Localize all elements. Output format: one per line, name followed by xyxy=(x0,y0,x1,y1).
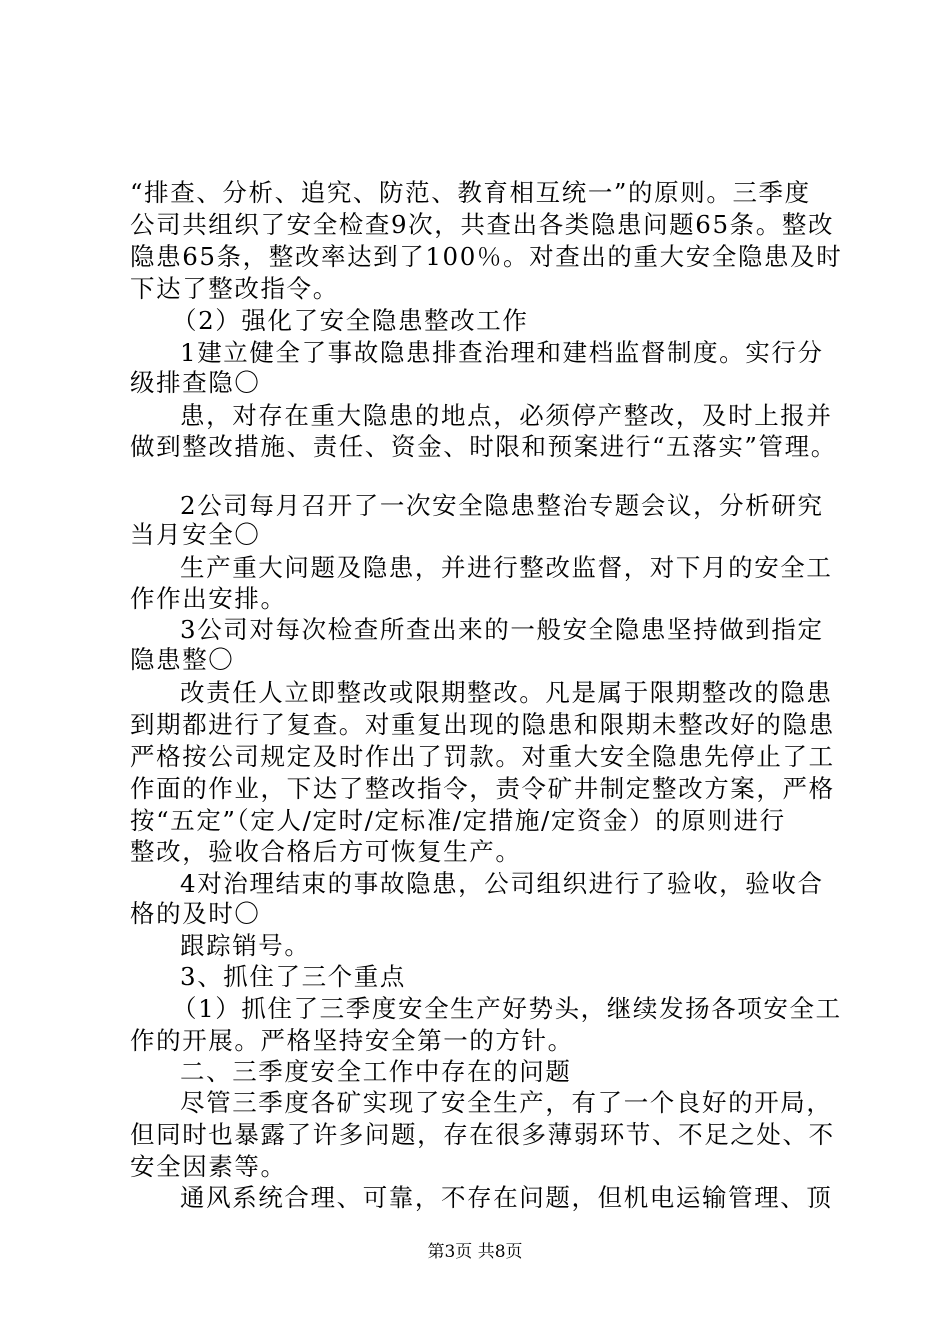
text-line: 跟踪销号。 xyxy=(180,931,311,960)
text-line: 当月安全〇 xyxy=(130,520,261,549)
section-heading: （2）强化了安全隐患整改工作 xyxy=(172,306,529,335)
text-line: 级排查隐〇 xyxy=(130,368,261,397)
text-line: 公司共组织了安全检查9次，共查出各类隐患问题65条。整改 xyxy=(130,210,835,239)
text-line: 4对治理结束的事故隐患，公司组织进行了验收，验收合 xyxy=(180,869,824,898)
text-line: 做到整改措施、责任、资金、时限和预案进行“五落实”管理。 xyxy=(130,432,837,461)
page-footer: 第3页 共8页 xyxy=(427,1242,523,1262)
text-line: 安全因素等。 xyxy=(130,1152,287,1181)
section-heading: 3、抓住了三个重点 xyxy=(180,962,406,991)
section-heading: 二、三季度安全工作中存在的问题 xyxy=(180,1057,572,1086)
text-line: 通风系统合理、可靠，不存在问题，但机电运输管理、顶 xyxy=(180,1183,833,1212)
text-line: 到期都进行了复查。对重复出现的隐患和限期未整改好的隐患 xyxy=(130,710,835,739)
text-line: 3公司对每次检查所查出来的一般安全隐患坚持做到指定 xyxy=(180,615,824,644)
text-line: 1建立健全了事故隐患排查治理和建档监督制度。实行分 xyxy=(180,338,824,367)
text-line: 按“五定”（定人/定时/定标准/定措施/定资金）的原则进行 xyxy=(130,806,786,835)
text-line: 作作出安排。 xyxy=(130,584,287,613)
text-line: 患，对存在重大隐患的地点，必须停产整改，及时上报并 xyxy=(180,401,833,430)
text-line: 改责任人立即整改或限期整改。凡是属于限期整改的隐患 xyxy=(180,678,833,707)
text-line: 下达了整改指令。 xyxy=(130,274,339,303)
text-line: （1）抓住了三季度安全生产好势头，继续发扬各项安全工 xyxy=(172,994,842,1023)
text-line: 但同时也暴露了许多问题，存在很多薄弱环节、不足之处、不 xyxy=(130,1120,835,1149)
text-line: “排查、分析、追究、防范、教育相互统一”的原则。三季度 xyxy=(130,178,811,207)
text-line: 隐患65条，整改率达到了100％。对查出的重大安全隐患及时 xyxy=(130,242,843,271)
text-line: 隐患整〇 xyxy=(130,645,235,674)
text-line: 生产重大问题及隐患，并进行整改监督，对下月的安全工 xyxy=(180,553,833,582)
text-line: 作的开展。严格坚持安全第一的方针。 xyxy=(130,1026,574,1055)
text-line: 严格按公司规定及时作出了罚款。对重大安全隐患先停止了工 xyxy=(130,742,835,771)
text-line: 尽管三季度各矿实现了安全生产，有了一个良好的开局， xyxy=(180,1088,833,1117)
text-line: 整改，验收合格后方可恢复生产。 xyxy=(130,837,522,866)
text-line: 格的及时〇 xyxy=(130,899,261,928)
text-line: 作面的作业，下达了整改指令，责令矿井制定整改方案，严格 xyxy=(130,774,835,803)
text-line: 2公司每月召开了一次安全隐患整治专题会议，分析研究 xyxy=(180,491,824,520)
